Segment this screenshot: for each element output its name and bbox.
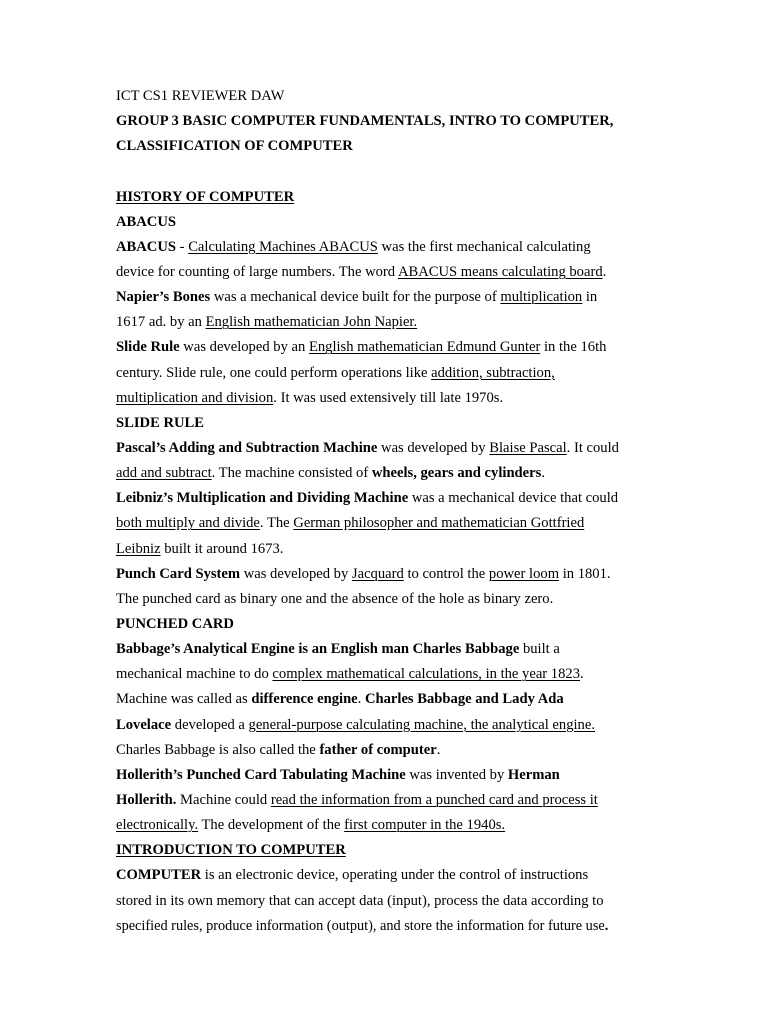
body-line (116, 235, 656, 260)
body-line (116, 788, 656, 813)
body-line (116, 461, 656, 486)
bold-text: Lovelace (116, 716, 172, 733)
text-run: . (436, 741, 441, 758)
text-run: to control the (403, 565, 489, 582)
text-run: developed a (171, 716, 249, 733)
text-run: century. Slide rule, one could perform operations like (116, 364, 432, 381)
body-line (116, 763, 656, 788)
body-line (116, 537, 656, 562)
text-run: . (602, 263, 607, 280)
bold-text: ABACUS (116, 238, 177, 255)
bold-text: Charles Babbage and Lady Ada (364, 691, 564, 708)
bold-text: difference engine (251, 691, 358, 708)
slide-rule-heading: SLIDE RULE (116, 414, 204, 431)
text-run: The development of the (198, 817, 345, 834)
body-line (116, 436, 656, 461)
underlined-text: German philosopher and mathematician Gottfried (293, 515, 585, 532)
body-line (116, 713, 656, 738)
group-heading-line-1: GROUP 3 BASIC COMPUTER FUNDAMENTALS, INTRO TO COMPUTER, (116, 113, 614, 130)
text-run: was developed by (377, 439, 490, 456)
bold-text: Babbage’s Analytical Engine is an English man Charles Babbage (116, 641, 520, 658)
history-heading: HISTORY OF COMPUTER (116, 188, 295, 205)
text-run: specified rules, produce information (output), and store the information for future use (116, 917, 605, 934)
body-line (116, 361, 656, 386)
bold-text: Leibniz’s Multiplication and Dividing Machine (116, 490, 409, 507)
underlined-text: English mathematician Edmund Gunter (308, 339, 541, 356)
body-line (116, 687, 656, 712)
bold-text: father of computer (319, 741, 437, 758)
bold-text: wheels, gears and cylinders (371, 465, 542, 482)
underlined-text: power loom (488, 565, 560, 582)
text-run: built a (519, 641, 560, 658)
bold-text: Pascal’s Adding and Subtraction Machine (116, 439, 378, 456)
bold-text: Herman (507, 766, 560, 783)
text-run: was invented by (405, 766, 508, 783)
body-line (116, 562, 656, 587)
body-line (116, 863, 656, 888)
blank-line (116, 159, 656, 184)
body-line (116, 813, 656, 838)
bold-text: Hollerith. (116, 791, 177, 808)
body-line (116, 914, 656, 939)
body-line (116, 285, 656, 310)
text-run: was developed by an (179, 339, 309, 356)
text-run: is an electronic device, operating under the control of instructions (201, 867, 589, 884)
group-heading-line-2: CLASSIFICATION OF COMPUTER (116, 138, 353, 155)
body-line (116, 386, 656, 411)
underlined-text: read the information from a punched card and process it (270, 791, 598, 808)
text-run: was a mechanical device that could (408, 490, 619, 507)
abacus-heading: ABACUS (116, 213, 177, 230)
body-line (116, 587, 656, 612)
underlined-text: general-purpose calculating machine, the analytical engine. (248, 716, 595, 733)
body-line (116, 335, 656, 360)
bold-text: Hollerith’s Punched Card Tabulating Machine (116, 766, 406, 783)
text-run: 1617 ad. by an (116, 314, 206, 331)
underlined-text: complex mathematical calculations, in the year 1823 (272, 666, 580, 683)
text-run: Charles Babbage is also called the (116, 741, 320, 758)
underlined-text: both multiply and divide (116, 515, 260, 532)
text-run: . The machine consisted of (211, 465, 372, 482)
text-run: . It could (566, 439, 619, 456)
bold-text: . (604, 917, 609, 934)
bold-text: Slide Rule (116, 339, 180, 356)
body-line (116, 637, 656, 662)
punched-card-heading: PUNCHED CARD (116, 615, 234, 632)
underlined-text: Jacquard (351, 565, 404, 582)
text-run: . (580, 666, 584, 683)
bold-text: Punch Card System (116, 565, 241, 582)
text-run: device for counting of large numbers. The word (116, 263, 398, 280)
text-run: . (541, 465, 545, 482)
intro-heading: INTRODUCTION TO COMPUTER (116, 842, 346, 859)
text-run: stored in its own memory that can accept data (input), process the data according to (116, 892, 604, 909)
body-line (116, 662, 656, 687)
text-run: . It was used extensively till late 1970s. (273, 389, 504, 406)
underlined-text: Leibniz (116, 540, 161, 557)
underlined-text: electronically. (116, 817, 199, 834)
bold-text: Napier’s Bones (116, 289, 211, 306)
body-line (116, 486, 656, 511)
text-run: was a mechanical device built for the purpose of (210, 289, 501, 306)
document-page (116, 84, 656, 939)
underlined-text: multiplication and division (116, 389, 274, 406)
body-line (116, 889, 656, 914)
underlined-text: Calculating Machines ABACUS (188, 238, 378, 255)
text-run: The punched card as binary one and the absence of the hole as binary zero. (116, 590, 554, 607)
text-run: . The (259, 515, 294, 532)
body-line (116, 738, 656, 763)
underlined-text: add and subtract (116, 465, 212, 482)
text-run: in 1801. (559, 565, 611, 582)
text-run: Machine could (176, 791, 271, 808)
body-line (116, 260, 656, 285)
body-line (116, 310, 656, 335)
text-run: was the first mechanical calculating (377, 238, 591, 255)
text-run: . (357, 691, 365, 708)
underlined-text: first computer in the 1940s. (344, 817, 506, 834)
text-run: - (176, 238, 189, 255)
underlined-text: ABACUS means calculating board (397, 263, 603, 280)
document-title: ICT CS1 REVIEWER DAW (116, 88, 285, 104)
text-run: built it around 1673. (160, 540, 284, 557)
text-run: was developed by (240, 565, 352, 582)
text-run: Machine was called as (116, 691, 252, 708)
bold-text: COMPUTER (116, 867, 202, 884)
underlined-text: Blaise Pascal (489, 439, 567, 456)
body-line (116, 511, 656, 536)
text-run: in the 16th (540, 339, 607, 356)
text-run: in (582, 289, 598, 306)
underlined-text: addition, subtraction, (431, 364, 555, 381)
text-run: mechanical machine to do (116, 666, 273, 683)
underlined-text: multiplication (500, 289, 583, 306)
underlined-text: English mathematician John Napier. (205, 314, 418, 331)
